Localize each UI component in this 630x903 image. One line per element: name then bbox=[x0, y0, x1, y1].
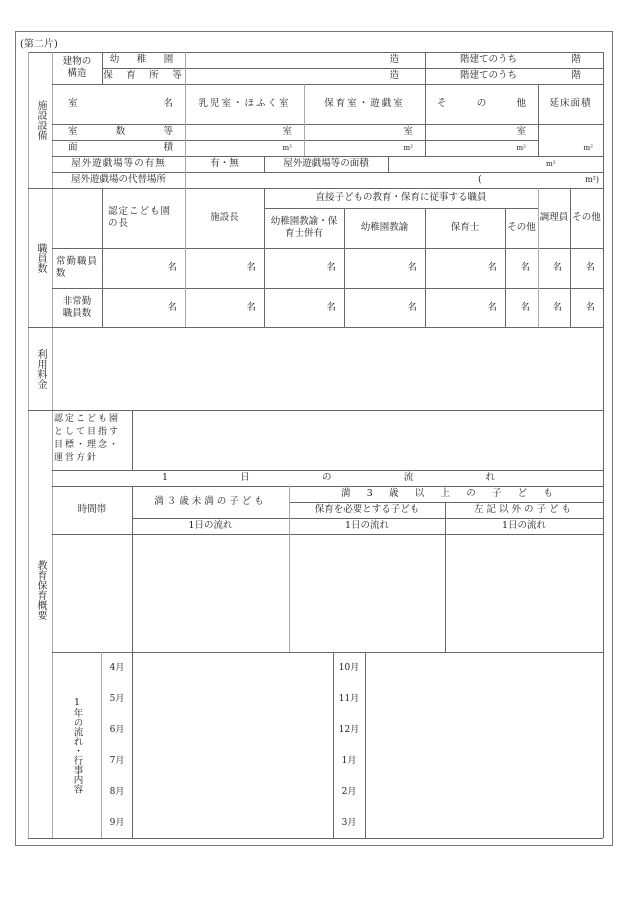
staff-count-cell[interactable]: 名 bbox=[326, 301, 336, 313]
staff-count-cell[interactable]: 名 bbox=[167, 301, 177, 313]
others-flow-field[interactable] bbox=[445, 534, 603, 652]
over3-label bbox=[289, 486, 603, 502]
label-part: 数 bbox=[115, 126, 126, 137]
staff-count-cell[interactable]: 名 bbox=[552, 301, 562, 313]
education-section-label: 教育保育概要 bbox=[35, 560, 46, 620]
outdoor-alt-label: 屋外遊戯場の代替場所 bbox=[70, 174, 166, 185]
other-room-area[interactable]: m² bbox=[516, 144, 526, 152]
month-label: 11月 bbox=[338, 693, 360, 704]
needs-care-flow-field[interactable] bbox=[289, 534, 445, 652]
month-label: 5月 bbox=[109, 693, 125, 704]
infant-room-area[interactable]: m² bbox=[282, 144, 292, 152]
yearly-right-field[interactable] bbox=[365, 652, 603, 838]
others-flow-label: 1日の流れ bbox=[501, 520, 547, 531]
nursery-floors-label: 階建てのうち bbox=[460, 70, 518, 81]
title-char: 流 bbox=[403, 472, 414, 483]
kindergarten-teacher-col: 幼稚園教諭 bbox=[360, 222, 409, 233]
nursery-structure-unit: 造 bbox=[389, 70, 399, 81]
label-char: 3 bbox=[366, 488, 373, 499]
others-label: 左記以外の子ども bbox=[473, 504, 574, 515]
col-line bbox=[388, 156, 389, 172]
childcare-worker-col: 保育士 bbox=[450, 222, 480, 233]
room-name-label bbox=[52, 84, 185, 124]
col-line bbox=[425, 52, 426, 84]
building-structure-label: 建物の構造 bbox=[62, 56, 92, 79]
outdoor-presence-value[interactable]: 有・無 bbox=[210, 158, 239, 169]
dual-license-col: 幼稚園教諭・保育士併有 bbox=[270, 216, 338, 239]
alt-area-unit[interactable]: m²) bbox=[585, 175, 599, 184]
other-room-count[interactable]: 室 bbox=[516, 126, 526, 137]
needs-care-label: 保育を必要とする子ども bbox=[314, 504, 420, 515]
policy-field[interactable] bbox=[132, 410, 603, 470]
total-floor-area-header: 延床面積 bbox=[549, 98, 592, 109]
needs-care-flow-label: 1日の流れ bbox=[344, 520, 390, 531]
title-char: 日 bbox=[240, 472, 250, 483]
direct-staff-group-label: 直接子どもの教育・保育に従事する職員 bbox=[315, 192, 487, 203]
fees-section-label: 利用料金 bbox=[35, 348, 46, 389]
nursery-room-area[interactable]: m² bbox=[403, 144, 413, 152]
infant-room-count[interactable]: 室 bbox=[282, 126, 292, 137]
title-char: の bbox=[322, 472, 332, 483]
month-label: 4月 bbox=[109, 662, 125, 673]
alt-area-open-paren: ( bbox=[478, 174, 482, 185]
month-label: 9月 bbox=[109, 817, 125, 828]
month-label: 2月 bbox=[341, 786, 357, 797]
fulltime-row-label: 常勤職員数 bbox=[56, 256, 99, 279]
month-label: 3月 bbox=[341, 817, 357, 828]
under3-label: 満３歳未満の子ども bbox=[154, 496, 267, 507]
label-char: ど bbox=[517, 488, 528, 499]
label-part: 室 bbox=[68, 98, 78, 109]
under3-flow-label: 1日の流れ bbox=[188, 520, 233, 531]
time-slot-label: 時間帯 bbox=[77, 504, 107, 515]
sheet-label: (第二片) bbox=[20, 39, 58, 50]
month-label: 6月 bbox=[109, 724, 125, 735]
daily-flow-title bbox=[52, 470, 603, 486]
room-count-label bbox=[52, 124, 185, 140]
table-bottom-line bbox=[28, 838, 603, 839]
nursery-room-count[interactable]: 室 bbox=[403, 126, 413, 137]
staff-section-label: 職員数 bbox=[35, 242, 46, 273]
other-col: その他 bbox=[572, 212, 601, 223]
month-label: 12月 bbox=[338, 724, 360, 735]
kindergarten-structure-unit: 造 bbox=[389, 54, 399, 65]
month-label: 10月 bbox=[338, 662, 360, 673]
staff-count-cell[interactable]: 名 bbox=[520, 301, 530, 313]
label-char: の bbox=[466, 488, 476, 499]
infant-room-header: 乳児室・ほふく室 bbox=[198, 98, 291, 109]
kindergarten-floor-unit: 階 bbox=[571, 54, 581, 65]
label-part: 積 bbox=[163, 142, 173, 153]
label-part: 等 bbox=[163, 126, 173, 137]
staff-count-cell[interactable]: 名 bbox=[246, 262, 256, 273]
direct-other-col: その他 bbox=[507, 222, 536, 233]
staff-count-cell[interactable]: 名 bbox=[520, 262, 530, 273]
label-char: 以 bbox=[414, 488, 425, 499]
label-char: 上 bbox=[440, 488, 450, 499]
other-room-header: そ の 他 bbox=[437, 98, 526, 109]
title-char: 1 bbox=[162, 472, 169, 483]
label-part: 名 bbox=[163, 98, 173, 109]
staff-count-cell[interactable]: 名 bbox=[585, 301, 595, 313]
head-label: 認定こども園の長 bbox=[108, 206, 172, 229]
yearly-left-field[interactable] bbox=[132, 652, 333, 838]
staff-count-cell[interactable]: 名 bbox=[552, 262, 562, 273]
outdoor-presence-label: 屋外遊戯場等の有無 bbox=[71, 158, 166, 169]
outdoor-area-label: 屋外遊戯場等の面積 bbox=[283, 158, 369, 169]
staff-count-cell[interactable]: 名 bbox=[326, 262, 336, 273]
staff-count-cell[interactable]: 名 bbox=[487, 262, 497, 273]
yearly-flow-label: 1年の流れ・行事内容 bbox=[71, 696, 83, 794]
total-floor-area[interactable]: m² bbox=[583, 144, 593, 152]
kindergarten-label: 幼 稚 園 bbox=[109, 54, 178, 65]
policy-label: 認定こども園として目指す目標・理念・運営方針 bbox=[54, 414, 121, 463]
staff-count-cell[interactable]: 名 bbox=[407, 262, 417, 273]
cook-col: 調理員 bbox=[539, 212, 569, 223]
staff-count-cell[interactable]: 名 bbox=[585, 262, 595, 273]
month-label: 7月 bbox=[109, 755, 125, 766]
staff-count-cell[interactable]: 名 bbox=[246, 301, 256, 313]
time-slot-field[interactable] bbox=[52, 534, 132, 652]
director-label: 施設長 bbox=[210, 212, 239, 223]
title-char: れ bbox=[485, 472, 495, 483]
under3-flow-field[interactable] bbox=[132, 534, 289, 652]
facilities-section-label: 施設設備 bbox=[35, 100, 46, 140]
table-right-line bbox=[603, 52, 604, 838]
label-char: も bbox=[543, 488, 553, 499]
label-part: 面 bbox=[68, 142, 78, 153]
fees-field[interactable] bbox=[52, 327, 603, 410]
staff-count-cell[interactable]: 名 bbox=[407, 301, 417, 313]
staff-count-cell[interactable]: 名 bbox=[487, 301, 497, 313]
nursery-label: 保 育 所 等 bbox=[103, 70, 184, 81]
label-part: 室 bbox=[68, 126, 78, 137]
label-char: 満 bbox=[341, 488, 351, 499]
label-char: 子 bbox=[491, 488, 502, 499]
staff-count-cell[interactable]: 名 bbox=[167, 262, 177, 273]
kindergarten-floors-label: 階建てのうち bbox=[460, 54, 518, 65]
outdoor-area-unit[interactable]: m² bbox=[546, 160, 556, 168]
month-label: 1月 bbox=[341, 755, 357, 766]
nursery-floor-unit: 階 bbox=[571, 70, 581, 81]
label-char: 歳 bbox=[389, 488, 399, 499]
nursery-room-header: 保育室・遊戯室 bbox=[324, 98, 405, 109]
parttime-row-label: 非常勤職員数 bbox=[62, 295, 92, 319]
month-label: 8月 bbox=[109, 786, 125, 797]
area-label bbox=[52, 140, 185, 156]
